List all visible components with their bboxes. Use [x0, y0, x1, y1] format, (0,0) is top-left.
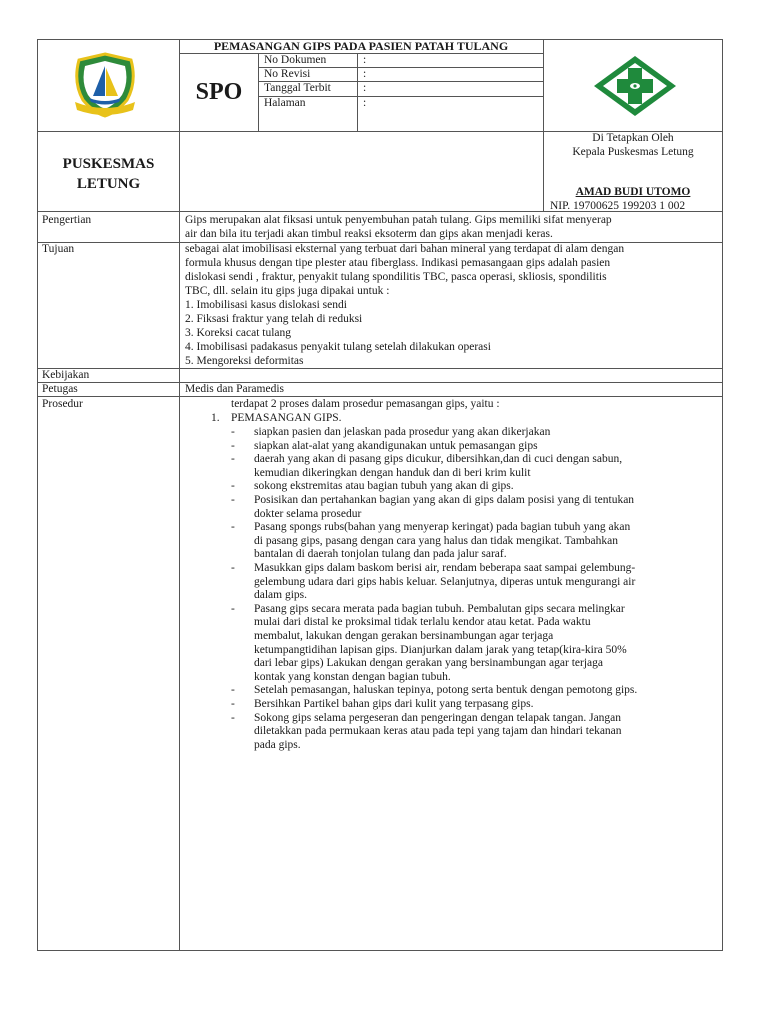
tujuan-line: formula khusus dengan tipe plester atau fiberglass. Indikasi pemasangaan gips adalah pasien — [185, 257, 611, 269]
step-line: Bersihkan Partikel bahan gips dari kulit yang terpasang gips. — [254, 698, 534, 710]
pengertian-line: Gips merupakan alat fiksasi untuk penyembuhan patah tulang. Gips memiliki sifat menyerap — [185, 214, 612, 226]
spo-label: SPO — [195, 79, 243, 105]
step-line: siapkan alat-alat yang akandigunakan untuk pemasangan gips — [254, 439, 538, 452]
kebijakan-label: Kebijakan — [42, 369, 90, 381]
petugas-value: Medis dan Paramedis — [185, 383, 285, 395]
step-bullet: - — [231, 480, 235, 493]
kebijakan-bottom-line — [37, 382, 723, 383]
approval-line2: Kepala Puskesmas Letung — [572, 146, 694, 158]
signatory-name: AMAD BUDI UTOMO — [575, 186, 691, 198]
org-name-line1: PUSKESMAS — [62, 156, 155, 172]
puskesmas-cross-logo — [592, 54, 678, 118]
step-line: siapkan pasien dan jelaskan pada prosedur yang akan dikerjakan — [254, 426, 551, 438]
petugas-label: Petugas — [42, 383, 78, 395]
field-value-halaman: : — [363, 97, 367, 109]
step-line: diletakkan pada permukaan keras atau pada tepi yang tajam dan hindari tekanan — [254, 725, 622, 738]
step-line: Setelah pemasangan, haluskan tepinya, potong serta bentuk dengan pemotong gips. — [254, 684, 638, 697]
petugas-bottom-line — [37, 396, 723, 397]
step-line: gelembung udara dari gips habis keluar. Selanjutnya, diperas untuk mengurangi air — [254, 575, 636, 588]
step-line: Pasang gips secara merata pada bagian tubuh. Pembalutan gips secara melingkar — [254, 602, 625, 615]
step-bullet: - — [231, 602, 235, 615]
step-line: pada gips. — [254, 738, 301, 751]
step-bullet: - — [231, 562, 235, 574]
step-line: kontak yang konstan dengan bagian tubuh. — [254, 670, 451, 683]
tujuan-line: TBC, dll. selain itu gips juga dipakai untuk : — [185, 285, 390, 297]
field-label-no-revisi: No Revisi — [264, 68, 311, 80]
prosedur-label: Prosedur — [42, 398, 83, 410]
tujuan-line: dislokasi sendi , fraktur, penyakit tulang spondilitis TBC, pasca operasi, skliosis, spondilitis — [185, 271, 607, 283]
step-line: Masukkan gips dalam baskom berisi air, rendam beberapa saat sampai gelembung- — [254, 562, 636, 574]
prosedur-heading: PEMASANGAN GIPS. — [231, 412, 342, 424]
step-line: mulai dari distal ke proksimal tidak terlalu kendor atau ketat. Pada waktu — [254, 616, 591, 629]
prosedur-intro: terdapat 2 proses dalam prosedur pemasangan gips, yaitu : — [231, 398, 500, 410]
tujuan-list-item: 1. Imobilisasi kasus dislokasi sendi — [185, 299, 347, 311]
step-bullet: - — [231, 426, 235, 438]
tujuan-bottom-line — [37, 368, 723, 369]
field-value-tanggal-terbit: : — [363, 82, 367, 94]
step-line: daerah yang akan di pasang gips dicukur, dibersihkan,dan di cuci dengan sabun, — [254, 453, 623, 466]
step-bullet: - — [231, 711, 235, 724]
step-bullet: - — [231, 684, 235, 697]
title-underline — [179, 53, 543, 54]
label-column-divider — [179, 39, 180, 951]
tujuan-list-item: 2. Fiksasi fraktur yang telah di reduksi — [185, 313, 363, 325]
step-line: Sokong gips selama pergeseran dan pengeringan dengan telapak tangan. Jangan — [254, 711, 622, 724]
step-line: Posisikan dan pertahankan bagian yang akan di gips dalam posisi yang di tentukan — [254, 494, 635, 506]
tujuan-label: Tujuan — [42, 243, 75, 255]
step-line: dalam gips. — [254, 589, 308, 602]
field-label-tanggal-terbit: Tanggal Terbit — [264, 82, 331, 94]
table-border-bottom — [37, 950, 723, 951]
tujuan-list-item: 3. Koreksi cacat tulang — [185, 327, 292, 339]
field-value-no-dokumen: : — [363, 54, 367, 66]
step-line: membalut, lakukan dengan gerakan bersinambungan agar terjaga — [254, 630, 554, 642]
table-border-right — [722, 39, 723, 951]
step-line: dokter selama prosedur — [254, 507, 362, 520]
approval-line1: Di Tetapkan Oleh — [592, 132, 674, 144]
field-value-no-revisi: : — [363, 68, 367, 80]
step-bullet: - — [231, 494, 235, 506]
field-label-halaman: Halaman — [264, 97, 306, 109]
pengertian-label: Pengertian — [42, 214, 92, 226]
step-line: kemudian dikeringkan dengan handuk dan di beri krim kulit — [254, 466, 531, 479]
fields-divider — [357, 53, 358, 131]
step-bullet: - — [231, 453, 235, 466]
prosedur-heading-number: 1. — [211, 412, 220, 424]
tujuan-list-item: 5. Mengoreksi deformitas — [185, 355, 304, 367]
step-bullet: - — [231, 439, 235, 452]
step-bullet: - — [231, 698, 235, 710]
step-line: sokong ekstremitas atau bagian tubuh yang akan di gips. — [254, 480, 514, 493]
step-line: di pasang gips, pasang dengan cara yang halus dan tidak mengikat. Tambahkan — [254, 534, 619, 547]
signatory-nip: NIP. 19700625 199203 1 002 — [550, 200, 686, 212]
org-name-line2: LETUNG — [76, 176, 141, 192]
step-line: Pasang spongs rubs(bahan yang menyerap keringat) pada bagian tubuh yang akan — [254, 521, 631, 534]
step-bullet: - — [231, 521, 235, 534]
pengertian-line: air dan bila itu terjadi akan timbul reaksi eksoterm dan gips akan menjadi keras. — [185, 228, 553, 240]
document-title: PEMASANGAN GIPS PADA PASIEN PATAH TULANG — [213, 39, 509, 53]
field-label-no-dokumen: No Dokumen — [264, 54, 327, 66]
regional-emblem-logo — [71, 52, 139, 118]
tujuan-list-item: 4. Imobilisasi padakasus penyakit tulang setelah dilakukan operasi — [185, 341, 491, 353]
step-line: bantalan di daerah tonjolan tulang dan pada jalur saraf. — [254, 548, 507, 561]
spo-divider — [258, 53, 259, 131]
step-line: dari lebar gips) Lakukan dengan gerakan yang bersinambungan agar terjaga — [254, 657, 604, 670]
tujuan-line: sebagai alat imobilisasi eksternal yang terbuat dari bahan mineral yang terdapat di alam dengan — [185, 243, 625, 255]
step-line: ketumpangtidihan lapisan gips. Dianjurkan dalam jarak yang tetap(kira-kira 50% — [254, 643, 627, 656]
